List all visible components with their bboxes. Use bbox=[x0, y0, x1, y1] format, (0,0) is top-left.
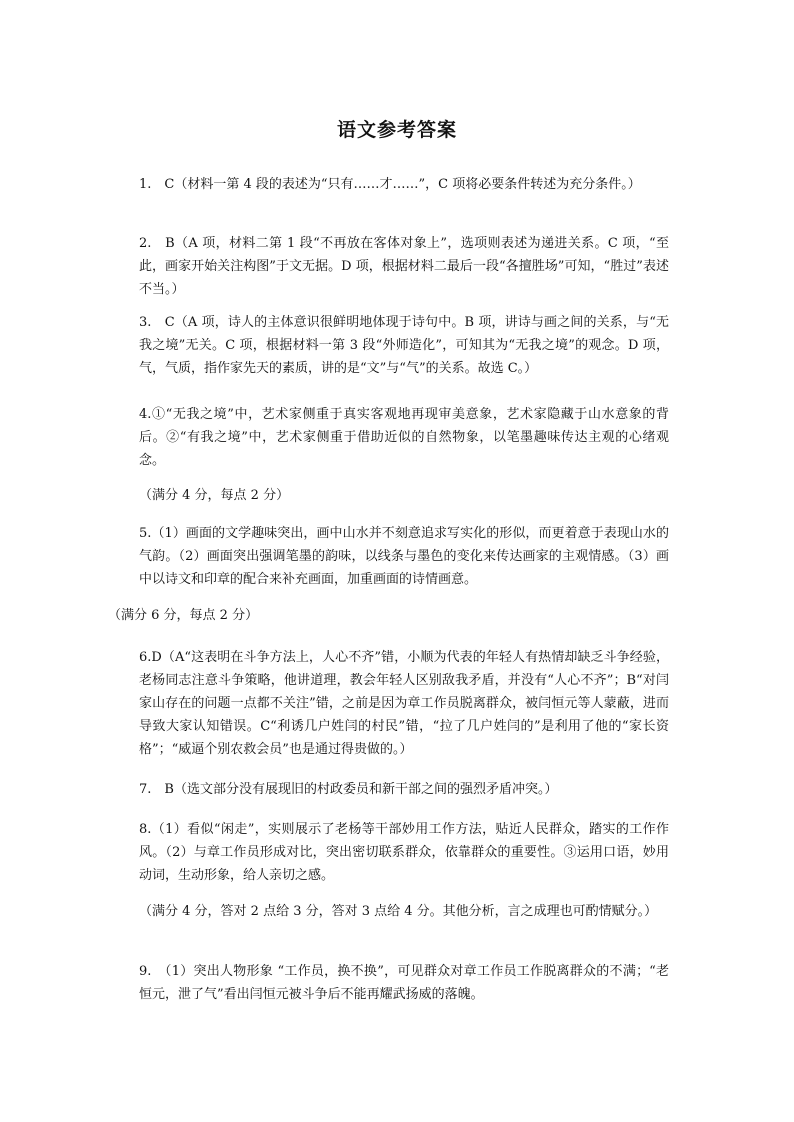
answer-6: 6.D（A“这表明在斗争方法上，人心不齐”错，小顺为代表的年轻人有热情却缺乏斗争经验，老杨同志注意斗争策略，他讲道理，教会年轻人区别敌我矛盾，并没有“人心不齐”；B“对闫家山存在的问题一点都不关注”错，之前是因为章工作员脱离群众，被闫恒元等人蒙蔽，进而导致大家认知错误。C“利诱几户姓闫的村民”错，“拉了几户姓闫的”是利用了他的“家长资格”；“威逼个别农救会员”也是通过得贵做的。） bbox=[139, 650, 669, 757]
answer-1: 1. C（材料一第 4 段的表述为“只有……才……”，C 项将必要条件转述为充分条件。） bbox=[139, 177, 641, 192]
answer-8-score: （满分 4 分，答对 2 点给 3 分，答对 3 点给 4 分。其他分析，言之成理也可酌情赋分。） bbox=[139, 904, 658, 919]
answer-8: 8.（1）看似“闲走”，实则展示了老杨等干部妙用工作方法，贴近人民群众，踏实的工作作风。（2）与章工作员形成对比，突出密切联系群众，依靠群众的重要性。③运用口语，妙用动词，生动形象，给人亲切之感。 bbox=[139, 822, 669, 883]
answer-4-score: （满分 4 分，每点 2 分） bbox=[139, 488, 290, 503]
answer-9: 9. （1）突出人物形象 “工作员，换不换”，可见群众对章工作员工作脱离群众的不满；“老恒元，泄了气”看出闫恒元被斗争后不能再耀武扬威的落魄。 bbox=[139, 964, 669, 1002]
answer-4: 4.①“无我之境”中，艺术家侧重于真实客观地再现审美意象，艺术家隐藏于山水意象的背后。②“有我之境”中，艺术家侧重于借助近似的自然物象，以笔墨趣味传达主观的心绪观念。 bbox=[139, 407, 669, 468]
answer-5-score: （满分 6 分，每点 2 分） bbox=[108, 608, 259, 623]
answer-7: 7. B（选文部分没有展现旧的村政委员和新干部之间的强烈矛盾冲突。） bbox=[139, 782, 558, 797]
answer-2: 2. B（A 项，材料二第 1 段“不再放在客体对象上”，选项则表述为递进关系。C 项，“至此，画家开始关注构图”于文无据。D 项，根据材料二最后一段“各擅胜场”可知，“胜过”表述不当。） bbox=[139, 236, 669, 297]
page-title: 语文参考答案 bbox=[336, 119, 457, 141]
answer-3: 3. C（A 项，诗人的主体意识很鲜明地体现于诗句中。B 项，讲诗与画之间的关系，与“无我之境”无关。C 项，根据材料一第 3 段“外师造化”，可知其为“无我之境”的观念。D 项，气，气质，指作家先天的素质，讲的是“文”与“气”的关系。故选 C。） bbox=[139, 315, 669, 376]
answer-5: 5.（1）画面的文学趣味突出，画中山水并不刻意追求写实化的形似，而更着意于表现山水的气韵。（2）画面突出强调笔墨的韵味，以线条与墨色的变化来传达画家的主观情感。（3）画中以诗文和印章的配合来补充画面，加重画面的诗情画意。 bbox=[139, 526, 669, 587]
